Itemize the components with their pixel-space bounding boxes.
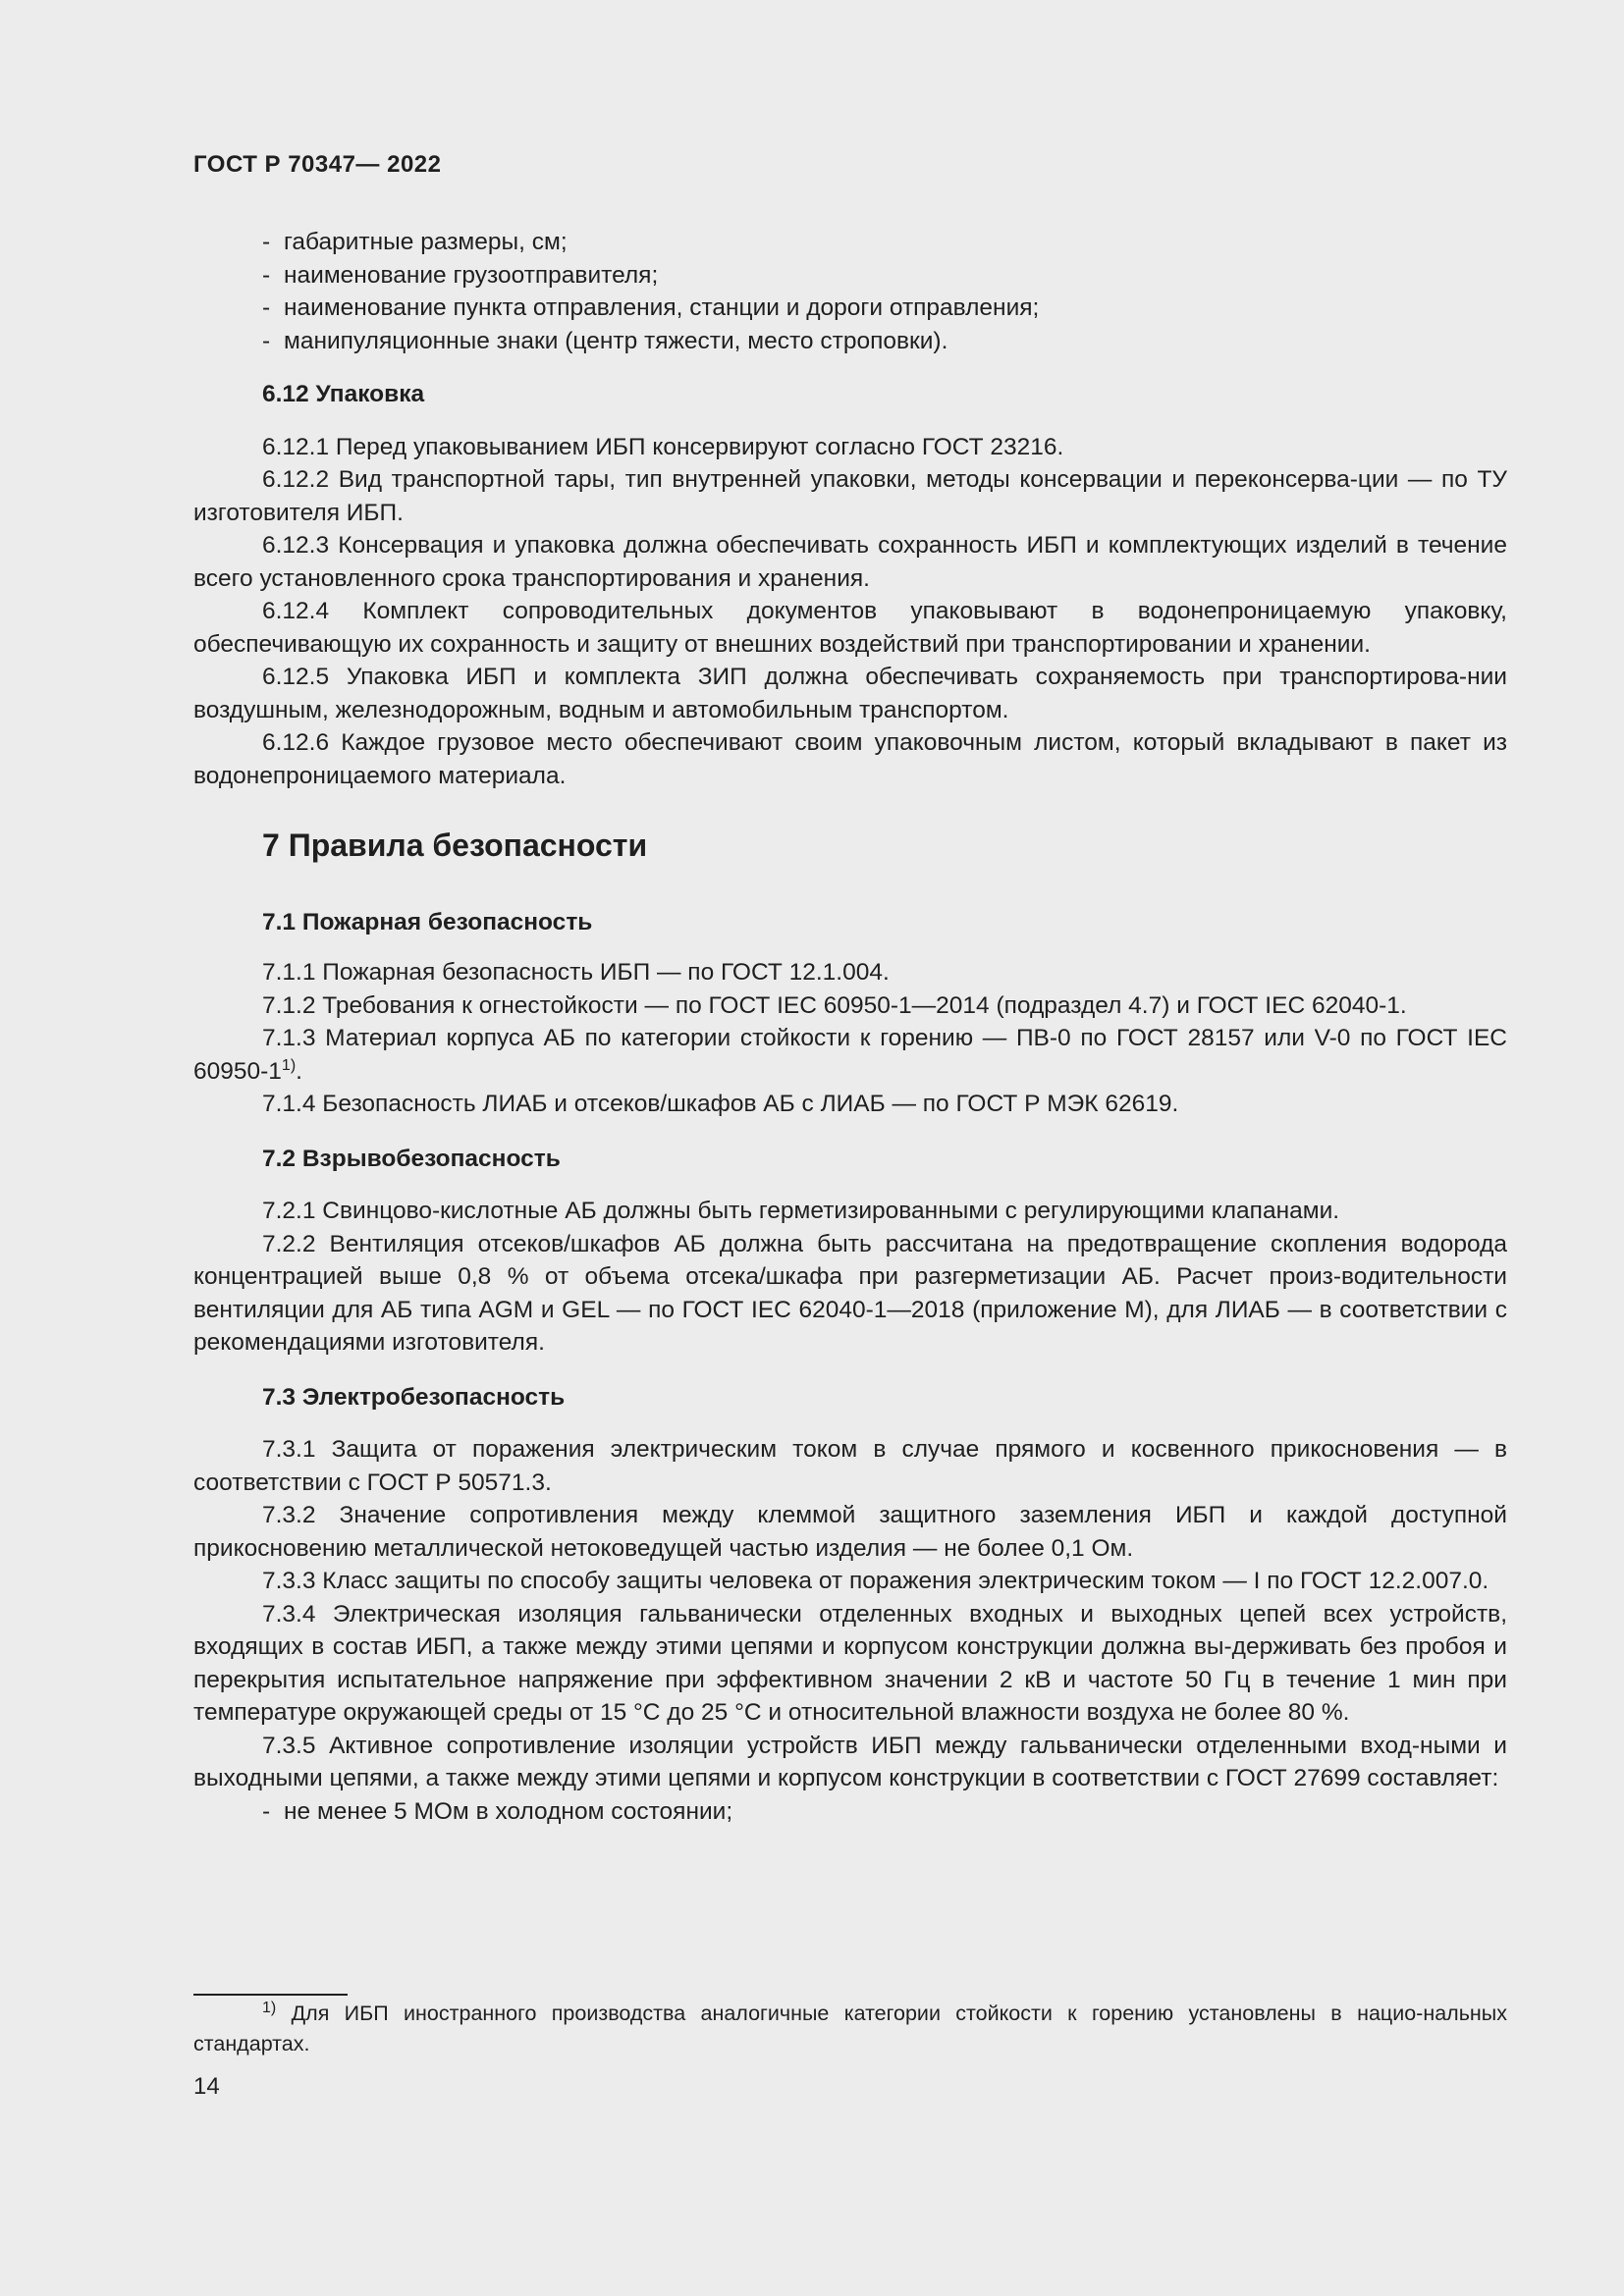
footnote-ref: 1) [281,1056,297,1074]
list-item: - габаритные размеры, см; [262,229,568,255]
paragraph-7-1-2: 7.1.2 Требования к огнестойкости — по ГОСТ IEC 60950-1—2014 (подраздел 4.7) и ГОСТ IEC 62040-1. [262,991,1407,1019]
paragraph-7-2-2: 7.2.2 Вентиляция отсеков/шкафов АБ должна быть рассчитана на предотвращение скопления водорода концентрацией выше 0,8 % от объема отсека/шкафа при разгерметизации АБ. Расчет произ-водительности вентиляции для АБ типа AGM и GEL — по ГОСТ IEC 62040-1—2018 (приложение M), для ЛИАБ — в соответствии с рекомендациями изготовителя. [193,1230,1507,1356]
section-heading-7-2: 7.2 Взрывобезопасность [262,1145,561,1172]
footnote-divider [193,1994,348,1996]
paragraph-6-12-3: 6.12.3 Консервация и упаковка должна обеспечивать сохранность ИБП и комплектующих изделий в течение всего установленного срока транспортирования и хранения. [193,532,1507,592]
paragraph-6-12-4: 6.12.4 Комплект сопроводительных документов упаковывают в водонепроницаемую упаковку, обеспечивающую их сохранность и защиту от внешних воздействий при транспортировании и хранении. [193,598,1507,658]
paragraph-7-1-3: 7.1.3 Материал корпуса АБ по категории стойкости к горению — ПВ-0 по ГОСТ 28157 или V-0 по ГОСТ IEC 60950-1$^{1)}$. [193,1025,1507,1085]
section-heading-6-12: 6.12 Упаковка [262,381,425,407]
paragraph-7-2-1: 7.2.1 Свинцово-кислотные АБ должны быть герметизированными с регулирующими клапанами. [262,1198,1340,1224]
paragraph-7-3-2: 7.3.2 Значение сопротивления между клеммой защитного заземления ИБП и каждой доступной прикосновению металлической нетоковедущей частью изделия — не более 0,1 Ом. [193,1502,1507,1562]
paragraph-7-1-4: 7.1.4 Безопасность ЛИАБ и отсеков/шкафов АБ с ЛИАБ — по ГОСТ Р МЭК 62619. [262,1091,1179,1117]
section-heading-7: 7 Правила безопасности [262,828,648,863]
paragraph-7-3-3: 7.3.3 Класс защиты по способу защиты человека от поражения электрическим током — I по ГОСТ 12.2.007.0. [262,1568,1489,1594]
paragraph-6-12-6: 6.12.6 Каждое грузовое место обеспечивают своим упаковочным листом, который вкладывают в пакет из водонепроницаемого материала. [193,729,1507,789]
paragraph-6-12-2: 6.12.2 Вид транспортной тары, тип внутренней упаковки, методы консервации и переконсерва-ции — по ТУ изготовителя ИБП. [193,466,1507,526]
section-heading-7-1: 7.1 Пожарная безопасность [262,908,593,935]
footnote: $^{1)}$ Для ИБП иностранного производства аналогичные категории стойкости к горению установлены в нацио-нальных стандартах. [193,1999,1507,2056]
section-heading-7-3: 7.3 Электробезопасность [262,1383,566,1411]
paragraph-7-3-1: 7.3.1 Защита от поражения электрическим током в случае прямого и косвенного прикосновения — в соответствии с ГОСТ Р 50571.3. [193,1436,1507,1496]
paragraph-7-3-5: 7.3.5 Активное сопротивление изоляции устройств ИБП между гальванически отделенными вход-ными и выходными цепями, а также между этими цепями и корпусом конструкции в соответствии с ГОСТ 27699 составляет: [193,1732,1507,1791]
list-item: - наименование пункта отправления, станции и дороги отправления; [262,294,1040,321]
list-item: - не менее 5 МОм в холодном состоянии; [262,1797,733,1825]
paragraph-6-12-5: 6.12.5 Упаковка ИБП и комплекта ЗИП должна обеспечивать сохраняемость при транспортирова-нии воздушным, железнодорожным, водным и автомобильным транспортом. [193,664,1507,723]
marking-list [193,226,1507,357]
paragraph-6-12-1: 6.12.1 Перед упаковыванием ИБП консервируют согласно ГОСТ 23216. [262,433,1064,460]
page-content [193,226,1507,1828]
list-item: - манипуляционные знаки (центр тяжести, место строповки). [262,327,948,354]
page-number: 14 [193,2073,220,2100]
document-header: ГОСТ Р 70347— 2022 [193,151,442,178]
paragraph-7-1-1: 7.1.1 Пожарная безопасность ИБП — по ГОСТ 12.1.004. [262,959,890,986]
footnote-mark: 1) [262,1999,277,2016]
paragraph-7-3-4: 7.3.4 Электрическая изоляция гальванически отделенных входных и выходных цепей всех устройств, входящих в состав ИБП, а также между этими цепями и корпусом конструкции должна вы-держивать без пробоя и перекрытия испытательное напряжение при эффективном значении 2 кВ и частоте 50 Гц в течение 1 мин при температуре окружающей среды от 15 °C до 25 °C и относительной влажности воздуха не более 80 %. [193,1600,1507,1726]
list-item: - наименование грузоотправителя; [262,261,659,289]
